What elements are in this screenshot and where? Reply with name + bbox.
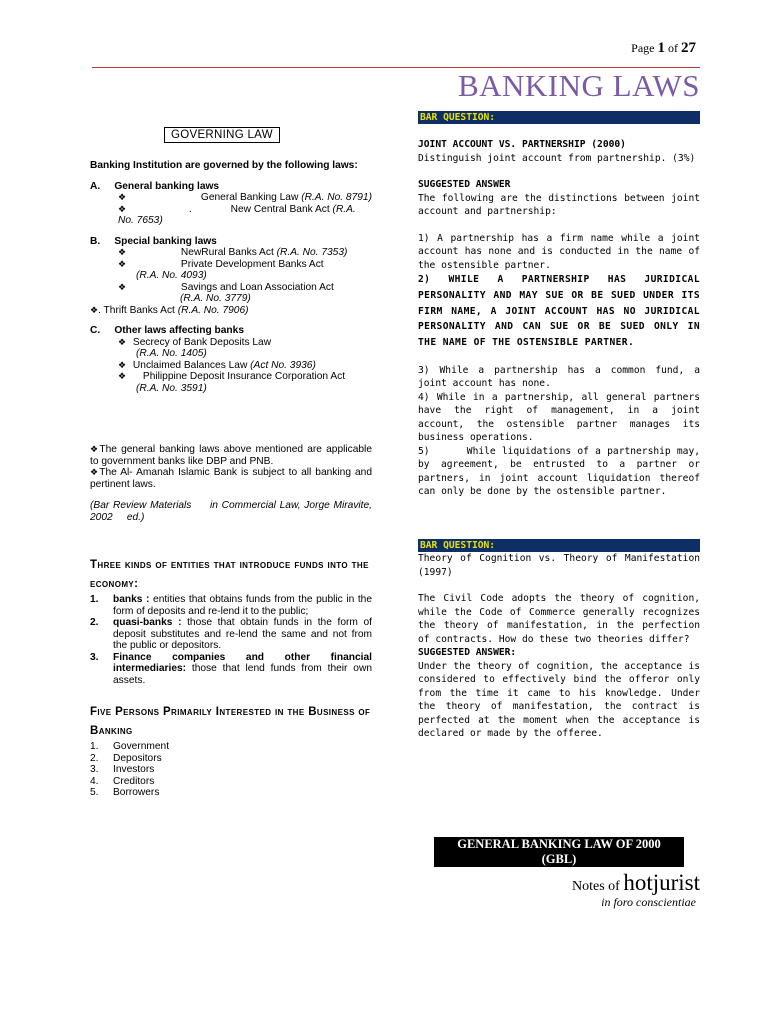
entity-term: banks :: [113, 594, 150, 605]
law-name: Philippine Deposit Insurance Corporation Act: [142, 371, 346, 382]
suggested-answer-label: SUGGESTED ANSWER:: [418, 647, 517, 658]
person-label: Investors: [113, 764, 155, 775]
entity-number: 2.: [90, 617, 99, 628]
question-title: Theory of Cognition vs. Theory of Manifestation (1997): [418, 553, 700, 578]
section-b: [90, 236, 372, 317]
diamond-bullet-icon: ❖: [90, 467, 100, 477]
persons-section: [90, 703, 372, 799]
law-name: General Banking Law: [200, 192, 299, 203]
law-citation: (R.A. No. 1405): [136, 348, 207, 359]
gbl-heading-line2: (GBL): [541, 852, 577, 866]
page-number: [631, 40, 696, 57]
notes-of-author: [572, 870, 700, 896]
source-citation: (Bar Review Materials in Commercial Law, Jorge Miravite, 2002 ed.): [90, 500, 375, 523]
person-item: [90, 776, 372, 788]
entities-heading: Three kinds of entities that introduce funds into the economy:: [90, 559, 369, 590]
person-item: [90, 787, 372, 799]
diamond-bullet-icon: ❖: [118, 192, 127, 202]
entity-number: 3.: [90, 651, 99, 663]
section-c-heading: [90, 325, 372, 337]
diamond-bullet-icon: ❖: [118, 359, 127, 370]
section-a-title: General banking laws: [114, 180, 220, 192]
law-name: New Central Bank Act: [230, 203, 330, 215]
law-citation: (R.A. No. 4093): [136, 270, 207, 281]
law-name: Savings and Loan Association Act: [180, 281, 334, 293]
entity-desc: those that lend funds from their own assets.: [113, 663, 372, 686]
question-1: [418, 138, 706, 499]
page-of: of: [668, 41, 678, 55]
law-item: [90, 337, 372, 360]
gbl-heading-line1: GENERAL BANKING LAW OF 2000: [457, 837, 661, 851]
page-title: BANKING LAWS: [457, 68, 700, 103]
law-name: . Thrift Banks Act: [98, 304, 175, 316]
entity-text: [113, 617, 372, 652]
question-2: [418, 552, 700, 741]
section-b-label: B.: [90, 235, 101, 247]
page-prefix: Page: [631, 41, 655, 55]
entities-section: [90, 556, 372, 686]
law-item: [90, 305, 372, 317]
persons-list: [90, 741, 372, 799]
entity-text: [113, 594, 372, 617]
section-a: [90, 181, 372, 227]
section-b-title: Special banking laws: [114, 235, 217, 247]
page-current: 1: [657, 40, 665, 56]
section-a-label: A.: [90, 180, 101, 192]
person-label: Depositors: [113, 752, 162, 764]
person-number: 5.: [90, 787, 99, 798]
laws-section: [90, 160, 372, 394]
entity-item: [90, 617, 372, 652]
law-citation: (R.A. No. 7353): [276, 247, 348, 258]
page-total: 27: [681, 40, 696, 56]
bar-question-banner: BAR QUESTION:: [418, 111, 700, 124]
gbl-heading: [434, 837, 684, 867]
person-number: 3.: [90, 764, 99, 775]
diamond-bullet-icon: ❖: [118, 371, 127, 381]
section-b-heading: [90, 236, 372, 248]
law-item: [90, 259, 372, 282]
notes-block: [90, 444, 375, 523]
entity-desc: those that obtain funds in the form of deposit substitutes and re-lend the same and not from the public or depositors.: [113, 617, 373, 651]
law-name: Unclaimed Balances Law: [132, 359, 248, 371]
motto: in foro conscientiae: [601, 895, 696, 909]
note-text: The Al- Amanah Islamic Bank is subject to all banking and pertinent laws.: [90, 467, 372, 490]
person-number: 1.: [90, 741, 99, 752]
diamond-bullet-icon: ❖: [90, 444, 100, 454]
note-text: The general banking laws above mentioned are applicable to government banks like DBP and PNB.: [90, 444, 372, 467]
entity-number: 1.: [90, 594, 99, 605]
diamond-bullet-icon: ❖: [118, 258, 127, 269]
diamond-bullet-icon: ❖: [118, 203, 127, 214]
section-a-heading: [90, 181, 372, 193]
entity-term: Finance companies and other financial intermediaries:: [113, 651, 372, 674]
question-title: JOINT ACCOUNT VS. PARTNERSHIP (2000): [418, 139, 626, 150]
diamond-bullet-icon: ❖: [118, 336, 127, 347]
note-1: [90, 444, 372, 467]
diamond-bullet-icon: ❖: [90, 304, 99, 315]
law-name: NewRural Banks Act: [180, 247, 274, 258]
answer-point: 1) A partnership has a firm name while a joint account has none and is conducted in the name of the ostensible partner.: [418, 232, 700, 271]
law-citation: (R.A. No. 3779): [180, 293, 251, 304]
law-item: [90, 371, 372, 394]
answer-point: 2) WHILE A PARTNERSHIP HAS JURIDICAL PERSONALITY AND MAY SUE OR BE SUED UNDER ITS FIRM NAME, A JOINT ACCOUNT HAS NO JURIDICAL PERSONALITY AND CAN SUE OR BE SUED ONLY IN THE NAME OF THE OSTENSIBLE PARTNER.: [418, 274, 700, 349]
law-item: [90, 360, 372, 372]
law-citation: (R.A. No. 3591): [136, 382, 207, 394]
entity-desc: entities that obtains funds from the public in the form of deposits and re-lend it to the public;: [113, 594, 373, 617]
law-name: Secrecy of Bank Deposits Law: [132, 336, 272, 348]
section-c: [90, 325, 372, 394]
entity-item: [90, 652, 372, 687]
person-label: Government: [113, 741, 170, 752]
answer-intro: The following are the distinctions between joint account and partnership:: [418, 192, 700, 217]
person-number: 2.: [90, 752, 99, 764]
person-item: [90, 753, 372, 765]
governing-law-box: GOVERNING LAW: [164, 127, 280, 143]
law-item: [90, 192, 372, 204]
question-text: Distinguish joint account from partnership. (3%): [418, 152, 696, 164]
diamond-bullet-icon: ❖: [118, 247, 127, 257]
entities-list: [90, 594, 372, 686]
entity-term: quasi-banks :: [113, 617, 182, 628]
person-item: [90, 741, 372, 753]
question-text: The Civil Code adopts the theory of cognition, while the Code of Commerce generally recognizes the theory of manifestation, in the perfection of contracts. How do these two theories differ?: [418, 593, 700, 645]
person-label: Creditors: [113, 775, 155, 787]
author-name: hotjurist: [623, 870, 700, 895]
section-c-title: Other laws affecting banks: [114, 325, 244, 336]
law-item: [90, 282, 372, 305]
bar-question-banner: BAR QUESTION:: [418, 539, 700, 552]
entity-text: [113, 652, 372, 687]
person-item: [90, 764, 372, 776]
answer-point: 3) While a partnership has a common fund, a joint account has none.: [418, 364, 700, 390]
laws-intro: Banking Institution are governed by the following laws:: [90, 160, 358, 171]
answer-text: Under the theory of cognition, the acceptance is considered to effectively bind the offeror only from the time it came to his knowledge. Under the theory of manifestation, the contract is perfected at the moment when the acceptance is declared or made by the offeree.: [418, 660, 700, 739]
law-dot: .: [188, 203, 192, 215]
law-citation: (Act No. 3936): [250, 359, 316, 371]
law-citation: (R.A. No. 8791): [301, 192, 372, 203]
answer-point: 4) While in a partnership, all general partners have the right of management, in a joint account, the ostensible partner manages its business operations.: [418, 391, 700, 444]
answer-point: 5) While liquidations of a partnership may, by agreement, be entrusted to a partner or partners, in joint account liquidation thereof can only be done by the ostensible partner.: [418, 445, 706, 498]
entity-item: [90, 594, 372, 617]
diamond-bullet-icon: ❖: [118, 281, 127, 292]
person-number: 4.: [90, 775, 99, 787]
law-item: [90, 204, 372, 227]
note-2: [90, 467, 372, 490]
section-c-label: C.: [90, 325, 101, 336]
law-citation: (R.A. No. 7653): [118, 203, 356, 226]
law-name: Private Development Banks Act: [180, 258, 324, 270]
notes-of-label: Notes of: [572, 879, 620, 894]
law-citation: (R.A. No. 7906): [177, 304, 249, 316]
person-label: Borrowers: [113, 787, 160, 798]
law-item: [90, 247, 372, 259]
suggested-answer-label: SUGGESTED ANSWER: [418, 179, 511, 190]
persons-heading: Five Persons Primarily Interested in the Business of Banking: [90, 706, 371, 737]
